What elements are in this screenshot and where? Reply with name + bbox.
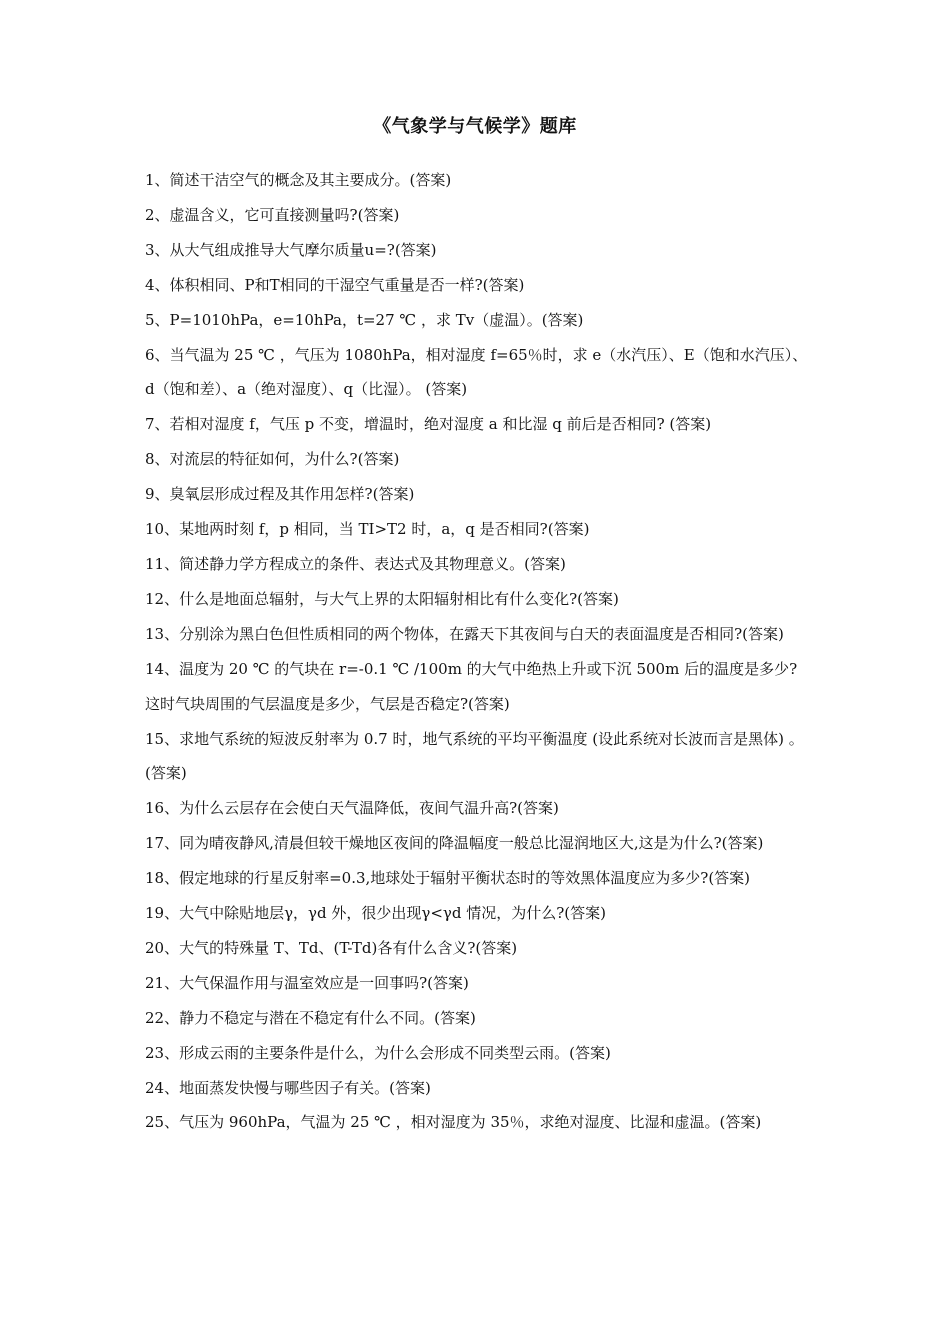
question-item: 15、求地气系统的短波反射率为 0.7 时，地气系统的平均平衡温度 (设此系统对长波而言是黑体) 。(答案): [145, 729, 804, 783]
document-title: 《气象学与气候学》题库: [373, 116, 577, 137]
question-item: 8、对流层的特征如何，为什么?(答案): [145, 450, 400, 469]
question-list: [145, 163, 810, 1140]
question-item: 13、分别涂为黑白色但性质相同的两个物体，在露天下其夜间与白天的表面温度是否相同?(答案): [145, 624, 784, 643]
question-item: 24、地面蒸发快慢与哪些因子有关。(答案): [145, 1078, 431, 1097]
question-item: 16、为什么云层存在会使白天气温降低，夜间气温升高?(答案): [145, 799, 559, 818]
question-item: 17、同为晴夜静风,清晨但较干燥地区夜间的降温幅度一般总比湿润地区大,这是为什么?(答案): [145, 834, 764, 853]
question-item: 9、臭氧层形成过程及其作用怎样?(答案): [145, 485, 415, 504]
question-item: 22、静力不稳定与潜在不稳定有什么不同。(答案): [145, 1008, 476, 1027]
question-item: 19、大气中除贴地层γ，γd 外，很少出现γ<γd 情况，为什么?(答案): [145, 904, 607, 923]
question-item: 5、P=1010hPa，e=10hPa，t=27 ℃ ，求 Tv（虚温）。(答案): [145, 310, 584, 329]
question-item: 12、什么是地面总辐射，与大气上界的太阳辐射相比有什么变化?(答案): [145, 589, 619, 608]
question-item: 11、简述静力学方程成立的条件、表达式及其物理意义。(答案): [145, 554, 566, 573]
question-item: 4、体积相同、P和T相同的干湿空气重量是否一样?(答案): [145, 275, 525, 294]
question-item: 14、温度为 20 ℃ 的气块在 r=-0.1 ℃ /100m 的大气中绝热上升或下沉 500m 后的温度是多少? 这时气块周围的气层温度是多少，气层是否稳定?(答案): [145, 659, 798, 713]
question-item: 6、当气温为 25 ℃ ，气压为 1080hPa，相对湿度 f=65％时，求 e（水汽压）、E（饱和水汽压）、d（饱和差）、a（绝对湿度）、q（比湿）。 (答案): [145, 345, 808, 399]
question-item: 3、从大气组成推导大气摩尔质量u=?(答案): [145, 240, 437, 259]
question-item: 20、大气的特殊量 T、Td、(T-Td)各有什么含义?(答案): [145, 938, 518, 957]
question-item: 7、若相对湿度 f，气压 p 不变，增温时，绝对湿度 a 和比湿 q 前后是否相同? (答案): [145, 415, 712, 434]
question-item: 18、假定地球的行星反射率=0.3,地球处于辐射平衡状态时的等效黑体温度应为多少?(答案): [145, 869, 751, 888]
question-item: 21、大气保温作用与温室效应是一回事吗?(答案): [145, 973, 469, 992]
question-item: 2、虚温含义，它可直接测量吗?(答案): [145, 205, 400, 224]
question-item: 23、形成云雨的主要条件是什么，为什么会形成不同类型云雨。(答案): [145, 1043, 611, 1062]
question-item: 1、简述干洁空气的概念及其主要成分。(答案): [145, 171, 452, 189]
question-item: 10、某地两时刻 f，p 相同，当 TI>T2 时，a，q 是否相同?(答案): [145, 520, 590, 539]
question-item: 25、气压为 960hPa，气温为 25 ℃ ，相对湿度为 35％，求绝对湿度、比湿和虚温。(答案): [145, 1113, 762, 1132]
